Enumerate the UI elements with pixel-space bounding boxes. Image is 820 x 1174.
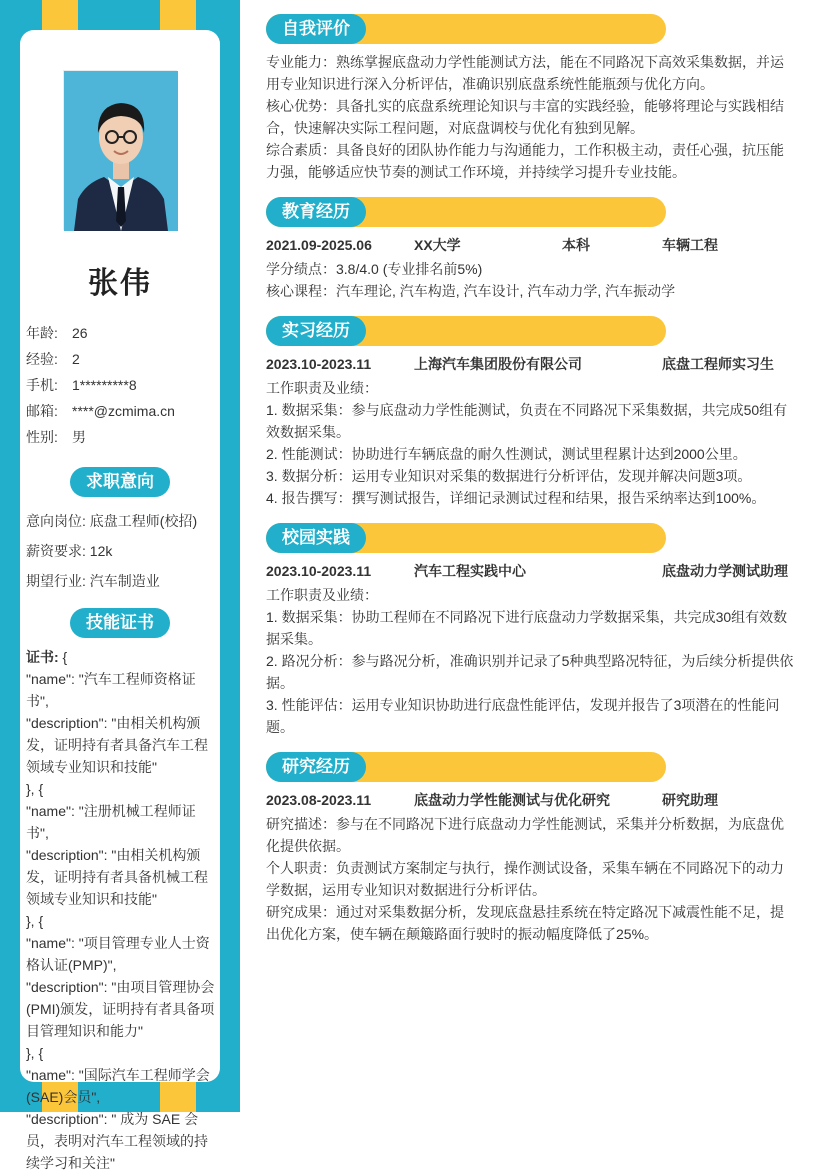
section-header-campus (266, 523, 666, 553)
internship-details (266, 377, 796, 509)
research-role: 研究助理 (662, 792, 718, 808)
profile-photo (63, 70, 177, 230)
research-details (266, 813, 796, 945)
research-period: 2023.08-2023.11 (266, 792, 372, 808)
research-project: 底盘动力学性能测试与优化研究 (414, 792, 610, 808)
info-label: 经验: (26, 351, 58, 367)
info-row-phone (26, 372, 216, 398)
section-header-research (266, 752, 666, 782)
internship-line: 4. 报告撰写：撰写测试报告，详细记录测试过程和结果，报告采纳率达到100%。 (266, 490, 766, 506)
section-header-education (266, 197, 666, 227)
campus-line: 工作职责及业绩： (266, 587, 378, 603)
job-intent-label: 薪资要求: (26, 543, 86, 559)
internship-line: 3. 数据分析：运用专业知识对采集的数据进行分析评估，发现并解决问题3项。 (266, 468, 752, 484)
self-eval-line: 综合素质：具备良好的团队协作能力与沟通能力，工作积极主动，责任心强，抗压能力强，能够适应快节奏的测试工作环境，并持续学习提升专业技能。 (266, 142, 784, 180)
section-title: 教育经历 (266, 197, 366, 227)
internship-line: 2. 性能测试：协助进行车辆底盘的耐久性测试，测试里程累计达到2000公里。 (266, 446, 747, 462)
info-row-gender (26, 424, 216, 450)
info-row-age (26, 320, 216, 346)
self-eval-line: 核心优势：具备扎实的底盘系统理论知识与丰富的实践经验，能够将理论与实践相结合，快速解决实际工程问题，对底盘调校与优化有独到见解。 (266, 98, 784, 136)
top-stripe (160, 0, 196, 30)
job-intent-value: 底盘工程师(校招) (89, 513, 198, 529)
research-line: 个人职责：负责测试方案制定与执行，操作测试设备，采集车辆在不同路况下的动力学数据，运用专业知识对数据进行分析评估。 (266, 860, 784, 898)
internship-header-row (266, 353, 796, 375)
research-header-row (266, 789, 796, 811)
internship-role: 底盘工程师实习生 (662, 356, 774, 372)
basic-info (26, 320, 216, 450)
section-header-internship (266, 316, 666, 346)
job-intent-item (26, 506, 216, 536)
campus-header-row (266, 560, 796, 582)
section-title: 自我评价 (266, 14, 366, 44)
education-gpa: 学分绩点：3.8/4.0 (专业排名前5%) (266, 261, 483, 277)
info-value: 男 (72, 429, 86, 445)
certificate-list (26, 646, 216, 1174)
info-label: 性别: (26, 429, 58, 445)
info-row-experience (26, 346, 216, 372)
self-eval-text (266, 51, 796, 183)
info-label: 年龄: (26, 325, 58, 341)
job-intent-list (26, 506, 216, 596)
education-details (266, 258, 796, 302)
job-intent-title: 求职意向 (70, 467, 170, 497)
education-degree: 本科 (562, 237, 590, 253)
job-intent-item (26, 566, 216, 596)
info-value: 26 (72, 325, 88, 341)
job-intent-label: 意向岗位: (26, 513, 86, 529)
info-row-email (26, 398, 216, 424)
section-title: 实习经历 (266, 316, 366, 346)
campus-org: 汽车工程实践中心 (414, 563, 526, 579)
internship-line: 1. 数据采集：参与底盘动力学性能测试，负责在不同路况下采集数据，共完成50组有效数据采集。 (266, 402, 788, 440)
info-value: 1*********8 (72, 377, 137, 393)
job-intent-item (26, 536, 216, 566)
top-stripe (42, 0, 78, 30)
section-header-self-eval (266, 14, 666, 44)
info-label: 手机: (26, 377, 58, 393)
info-value: 2 (72, 351, 80, 367)
certificate-text: { "name": "汽车工程师资格证书", "description": "由相关机构颁发，证明持有者具备汽车工程领域专业知识和技能" }, { "name": "注册机械工程师证书", "description": "由相关机构颁发，证明持有者具备机械工程领域专业知识和技能" }, { "name": "项目管理专业人士资格认证(PMP)", "description": "由项目管理协会(PMI)颁发，证明持有者具备项目管理知识和能力" }, { "name": "国际汽车工程师学会(SAE)会员", "description": " 成为 SAE 会员，表明对汽车工程领域的持续学习和关注" (26, 649, 215, 1171)
certificate-label: 证书: (26, 649, 59, 665)
education-header-row (266, 234, 796, 256)
campus-line: 1. 数据采集：协助工程师在不同路况下进行底盘动力学数据采集，共完成30组有效数据采集。 (266, 609, 788, 647)
internship-line: 工作职责及业绩： (266, 380, 378, 396)
skills-title: 技能证书 (70, 608, 170, 638)
info-value: ****@zcmima.cn (72, 403, 175, 419)
education-period: 2021.09-2025.06 (266, 237, 372, 253)
section-title: 校园实践 (266, 523, 366, 553)
internship-company: 上海汽车集团股份有限公司 (414, 356, 582, 372)
campus-period: 2023.10-2023.11 (266, 563, 372, 579)
research-line: 研究描述：参与在不同路况下进行底盘动力学性能测试，采集并分析数据，为底盘优化提供依据。 (266, 816, 784, 854)
job-intent-value: 汽车制造业 (89, 573, 160, 589)
job-intent-value: 12k (89, 543, 113, 559)
info-label: 邮箱: (26, 403, 58, 419)
education-major: 车辆工程 (662, 237, 718, 253)
person-avatar-icon (64, 71, 178, 231)
research-line: 研究成果：通过对采集数据分析，发现底盘悬挂系统在特定路况下减震性能不足，提出优化方案，使车辆在颠簸路面行驶时的振动幅度降低了25%。 (266, 904, 784, 942)
self-eval-line: 专业能力：熟练掌握底盘动力学性能测试方法，能在不同路况下高效采集数据，并运用专业知识进行深入分析评估，准确识别底盘系统性能瓶颈与优化方向。 (266, 54, 784, 92)
section-title: 研究经历 (266, 752, 366, 782)
campus-line: 2. 路况分析：参与路况分析，准确识别并记录了5种典型路况特征，为后续分析提供依据。 (266, 653, 794, 691)
education-courses: 核心课程：汽车理论, 汽车构造, 汽车设计, 汽车动力学, 汽车振动学 (266, 283, 676, 299)
job-intent-label: 期望行业: (26, 573, 86, 589)
candidate-name: 张伟 (88, 267, 152, 300)
campus-details (266, 584, 796, 738)
campus-role: 底盘动力学测试助理 (662, 563, 788, 579)
internship-period: 2023.10-2023.11 (266, 356, 372, 372)
campus-line: 3. 性能评估：运用专业知识协助进行底盘性能评估，发现并报告了3项潜在的性能问题。 (266, 697, 780, 735)
education-school: XX大学 (414, 237, 461, 253)
